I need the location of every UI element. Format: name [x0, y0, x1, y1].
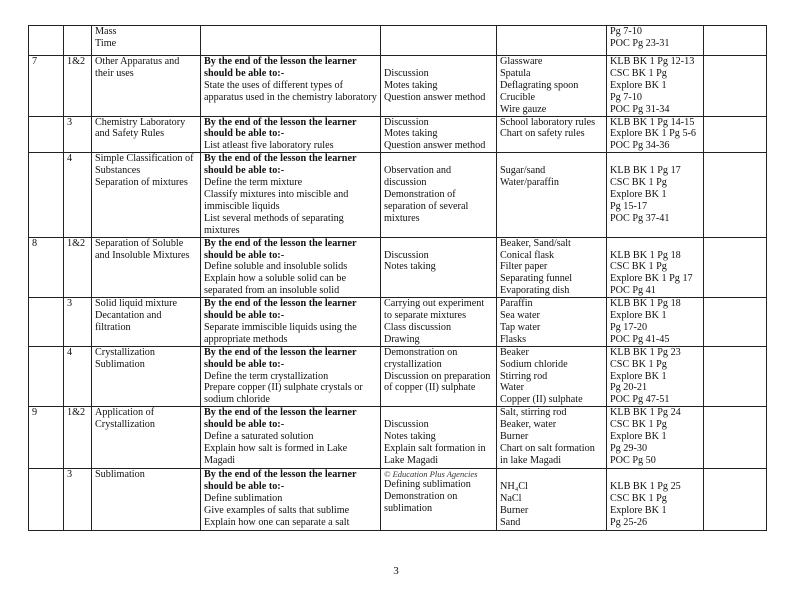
references-cell: KLB BK 1 Pg 14-15 Explore BK 1 Pg 5-6 POC Pg 34-36 [607, 116, 704, 153]
topic-cell: Application of Crystallization [92, 407, 201, 469]
references-cell: KLB BK 1 Pg 12-13 CSC BK 1 Pg Explore BK 1 Pg 7-10 POC Pg 31-34 [607, 56, 704, 117]
objectives-heading: By the end of the lesson the learner should be able to:- [204, 237, 357, 261]
references-cell: KLB BK 1 Pg 18 Explore BK 1 Pg 17-20 POC Pg 41-45 [607, 298, 704, 347]
objectives-text: Define soluble and insoluble solids Explain how a soluble solid can be separated from an insoluble solid [204, 261, 348, 297]
topic-cell: Mass Time [92, 26, 201, 56]
resources-cell: NH₄Cl NaCl Burner Sand [497, 469, 607, 531]
references-cell: Pg 7-10 POC Pg 23-31 [607, 26, 704, 56]
table-row [29, 346, 767, 407]
topic-cell: Separation of Soluble and Insoluble Mixtures [92, 237, 201, 298]
remarks-cell [704, 153, 767, 237]
week-cell [29, 298, 64, 347]
scheme-of-work-table [28, 25, 767, 531]
table-row [29, 56, 767, 117]
table-row [29, 26, 767, 56]
references-cell: KLB BK 1 Pg 23 CSC BK 1 Pg Explore BK 1 Pg 20-21 POC Pg 47-51 [607, 346, 704, 407]
resources-cell: School laboratory rules Chart on safety rules [497, 116, 607, 153]
objectives-heading: By the end of the lesson the learner should be able to:- [204, 298, 357, 322]
table-row [29, 469, 767, 531]
methods-cell [381, 469, 497, 531]
methods-text: Defining sublimation Demonstration on sublimation [384, 479, 471, 515]
table-row [29, 116, 767, 153]
table-row [29, 407, 767, 469]
methods-cell [381, 56, 497, 117]
objectives-text: Separate immiscible liquids using the appropriate methods [204, 321, 357, 345]
resources-cell: Beaker Sodium chloride Stirring rod Water Copper (II) sulphate [497, 346, 607, 407]
remarks-cell [704, 298, 767, 347]
table-row [29, 237, 767, 298]
methods-cell [381, 26, 497, 56]
objectives-heading: By the end of the lesson the learner should be able to:- [204, 469, 357, 493]
resources-cell [497, 26, 607, 56]
table-row [29, 298, 767, 347]
lesson-cell: 3 [64, 469, 92, 531]
objectives-heading: By the end of the lesson the learner should be able to:- [204, 153, 357, 177]
remarks-cell [704, 26, 767, 56]
methods-cell [381, 153, 497, 237]
objectives-text: Define a saturated solution Explain how salt is formed in Lake Magadi [204, 431, 348, 466]
remarks-cell [704, 346, 767, 407]
objectives-heading: By the end of the lesson the learner should be able to:- [204, 407, 357, 431]
references-cell: KLB BK 1 Pg 17 CSC BK 1 Pg Explore BK 1 Pg 15-17 POC Pg 37-41 [607, 153, 704, 237]
resources-cell: Beaker, Sand/salt Conical flask Filter paper Separating funnel Evaporating dish [497, 237, 607, 298]
methods-text: Demonstration on crystallization Discussion on preparation of copper (II) sulphate [384, 346, 491, 394]
remarks-cell [704, 116, 767, 153]
methods-text: Observation and discussion Demonstration of separation of several mixtures [384, 165, 469, 224]
methods-text: Discussion Motes taking Question answer method [384, 67, 486, 103]
lesson-cell: 3 [64, 298, 92, 347]
methods-cell [381, 237, 497, 298]
objectives-text: Define the term crystallization Prepare copper (II) sulphate crystals or sodium chloride [204, 370, 363, 406]
resources-cell: Sugar/sand Water/paraffin [497, 153, 607, 237]
resources-cell: Glassware Spatula Deflagrating spoon Crucible Wire gauze [497, 56, 607, 117]
lesson-cell: 1&2 [64, 56, 92, 117]
objectives-cell [201, 153, 381, 237]
objectives-text: State the uses of different types of apparatus used in the chemistry laboratory [204, 79, 377, 103]
remarks-cell [704, 469, 767, 531]
methods-cell [381, 407, 497, 469]
page-number: 3 [393, 565, 399, 577]
objectives-heading: By the end of the lesson the learner should be able to:- [204, 116, 357, 140]
objectives-cell [201, 56, 381, 117]
objectives-cell [201, 26, 381, 56]
references-cell: KLB BK 1 Pg 18 CSC BK 1 Pg Explore BK 1 Pg 17 POC Pg 41 [607, 237, 704, 298]
lesson-cell: 1&2 [64, 237, 92, 298]
week-cell [29, 346, 64, 407]
lesson-cell: 4 [64, 153, 92, 237]
methods-text: Carrying out experiment to separate mixtures Class discussion Drawing [384, 298, 485, 345]
week-cell [29, 153, 64, 237]
methods-cell [381, 116, 497, 153]
remarks-cell [704, 56, 767, 117]
methods-text: Discussion Motes taking Question answer method [384, 116, 486, 152]
objectives-heading: By the end of the lesson the learner should be able to:- [204, 56, 357, 79]
week-cell [29, 469, 64, 531]
week-cell: 9 [29, 407, 64, 469]
objectives-cell [201, 237, 381, 298]
remarks-cell [704, 237, 767, 298]
topic-cell: Simple Classification of Substances Separation of mixtures [92, 153, 201, 237]
lesson-cell: 1&2 [64, 407, 92, 469]
topic-cell: Crystallization Sublimation [92, 346, 201, 407]
objectives-heading: By the end of the lesson the learner should be able to:- [204, 346, 357, 370]
resources-cell: Salt, stirring rod Beaker, water Burner Chart on salt formation in lake Magadi [497, 407, 607, 469]
week-cell [29, 26, 64, 56]
objectives-cell [201, 346, 381, 407]
objectives-cell [201, 469, 381, 531]
resources-cell: Paraffin Sea water Tap water Flasks [497, 298, 607, 347]
week-cell [29, 116, 64, 153]
week-cell: 7 [29, 56, 64, 117]
references-cell: KLB BK 1 Pg 25 CSC BK 1 Pg Explore BK 1 Pg 25-26 [607, 469, 704, 531]
lesson-cell: 4 [64, 346, 92, 407]
lesson-cell [64, 26, 92, 56]
methods-cell [381, 346, 497, 407]
objectives-cell [201, 298, 381, 347]
objectives-text: List atleast five laboratory rules [204, 140, 334, 152]
references-cell: KLB BK 1 Pg 24 CSC BK 1 Pg Explore BK 1 Pg 29-30 POC Pg 50 [607, 407, 704, 469]
copyright-notice: © Education Plus Agencies [384, 469, 478, 480]
objectives-cell [201, 407, 381, 469]
topic-cell: Sublimation [92, 469, 201, 531]
remarks-cell [704, 407, 767, 469]
objectives-cell [201, 116, 381, 153]
week-cell: 8 [29, 237, 64, 298]
objectives-text: Define the term mixture Classify mixtures into miscible and immiscible liquids List several methods of separating mixtures [204, 177, 349, 236]
topic-cell: Other Apparatus and their uses [92, 56, 201, 117]
topic-cell: Chemistry Laboratory and Safety Rules [92, 116, 201, 153]
table-row [29, 153, 767, 237]
lesson-cell: 3 [64, 116, 92, 153]
methods-text: Discussion Notes taking Explain salt formation in Lake Magadi [384, 419, 486, 466]
topic-cell: Solid liquid mixture Decantation and filtration [92, 298, 201, 347]
methods-cell [381, 298, 497, 347]
methods-text: Discussion Notes taking [384, 249, 436, 273]
objectives-text: Define sublimation Give examples of salts that sublime Explain how one can separate a salt [204, 493, 350, 528]
